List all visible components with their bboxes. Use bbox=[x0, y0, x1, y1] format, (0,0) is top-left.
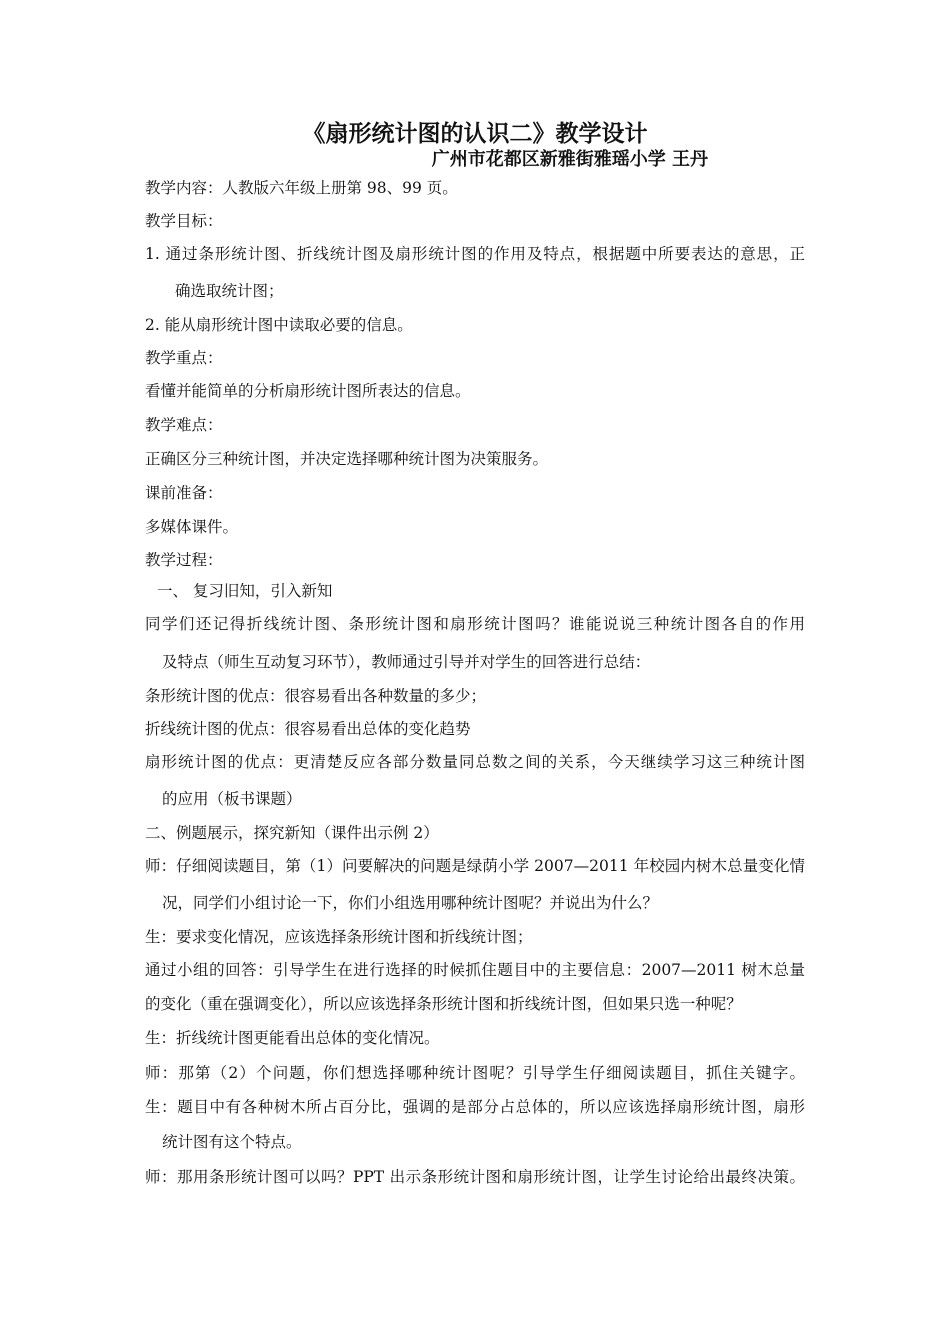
text-line: 及特点（师生互动复习环节），教师通过引导并对学生的回答进行总结： bbox=[162, 653, 651, 671]
text-line: 条形统计图的优点：很容易看出各种数量的多少； bbox=[145, 687, 487, 705]
text-line: 生：折线统计图更能看出总体的变化情况。 bbox=[145, 1029, 440, 1047]
text-line: 正确区分三种统计图，并决定选择哪种统计图为决策服务。 bbox=[145, 450, 549, 468]
text-line: 同学们还记得折线统计图、条形统计图和扇形统计图吗？谁能说说三种统计图各自的作用 bbox=[145, 615, 805, 633]
text-line: 2. 能从扇形统计图中读取必要的信息。 bbox=[145, 316, 413, 334]
text-line: 师：那用条形统计图可以吗？PPT 出示条形统计图和扇形统计图，让学生讨论给出最终决策。 bbox=[145, 1168, 805, 1186]
text-line: 教学重点： bbox=[145, 349, 223, 367]
text-line: 教学内容：人教版六年级上册第 98、99 页。 bbox=[145, 179, 458, 197]
document-title: 《扇形统计图的认识二》教学设计 bbox=[302, 120, 648, 147]
text-line: 生：要求变化情况，应该选择条形统计图和折线统计图； bbox=[145, 928, 533, 946]
document-author: 广州市花都区新雅街雅瑶小学 王丹 bbox=[431, 149, 708, 170]
text-line: 看懂并能简单的分析扇形统计图所表达的信息。 bbox=[145, 382, 471, 400]
text-line: 1. 通过条形统计图、折线统计图及扇形统计图的作用及特点，根据题中所要表达的意思，正 bbox=[145, 245, 805, 263]
text-line: 课前准备： bbox=[145, 484, 223, 502]
section-heading: 二、例题展示，探究新知（课件出示例 2） bbox=[145, 824, 439, 842]
text-line: 确选取统计图； bbox=[175, 282, 284, 300]
text-line: 教学难点： bbox=[145, 416, 223, 434]
section-heading: 一、 复习旧知，引入新知 bbox=[157, 582, 333, 600]
text-line: 通过小组的回答：引导学生在进行选择的时候抓住题目中的主要信息：2007—2011 树木总量 bbox=[145, 961, 805, 979]
text-line: 师：那第（2）个问题，你们想选择哪种统计图呢？引导学生仔细阅读题目，抓住关键字。 bbox=[145, 1064, 805, 1082]
text-line: 况，同学们小组讨论一下，你们小组选用哪种统计图呢？并说出为什么？ bbox=[162, 894, 659, 912]
text-line: 的变化（重在强调变化），所以应该选择条形统计图和折线统计图，但如果只选一种呢？ bbox=[145, 995, 742, 1013]
text-line: 扇形统计图的优点：更清楚反应各部分数量同总数之间的关系，今天继续学习这三种统计图 bbox=[145, 753, 805, 771]
text-line: 多媒体课件。 bbox=[145, 518, 239, 536]
text-line: 的应用（板书课题） bbox=[162, 790, 302, 808]
text-line: 生：题目中有各种树木所占百分比，强调的是部分占总体的，所以应该选择扇形统计图，扇形 bbox=[145, 1098, 805, 1116]
text-line: 统计图有这个特点。 bbox=[162, 1133, 302, 1151]
text-line: 教学目标： bbox=[145, 212, 223, 230]
text-line: 师：仔细阅读题目，第（1）问要解决的问题是绿荫小学 2007—2011 年校园内树木总量变化情 bbox=[145, 857, 805, 875]
text-line: 教学过程： bbox=[145, 551, 223, 569]
text-line: 折线统计图的优点：很容易看出总体的变化趋势 bbox=[145, 720, 471, 738]
